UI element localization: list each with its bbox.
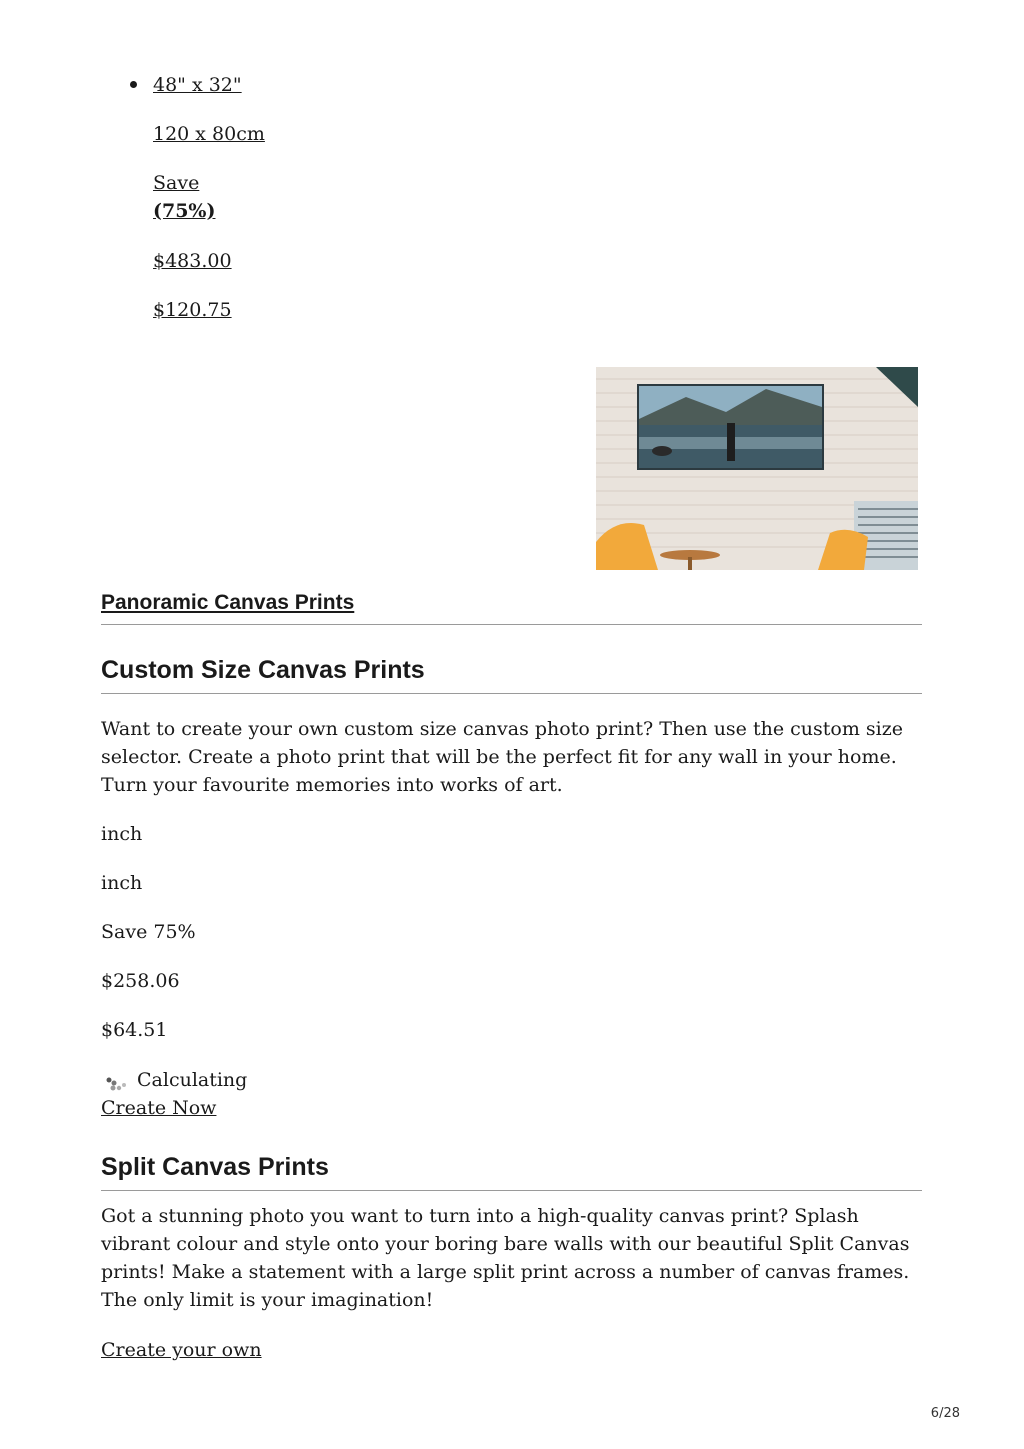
save-percent: (75%) [153, 200, 216, 222]
divider [101, 693, 922, 694]
split-canvas-heading: Split Canvas Prints [101, 1153, 329, 1181]
list-bullet [130, 81, 137, 88]
save-label: Save [153, 172, 200, 194]
original-price-link[interactable]: $483.00 [153, 250, 232, 272]
divider [101, 1190, 922, 1191]
sale-price-link[interactable]: $120.75 [153, 299, 232, 321]
panoramic-canvas-link[interactable]: Panoramic Canvas Prints [101, 591, 355, 614]
loading-spinner-icon [105, 1074, 129, 1092]
canvas-wall-photo-image [596, 367, 918, 570]
canvas-wall-photo[interactable] [596, 367, 918, 570]
custom-original-price: $258.06 [101, 970, 180, 992]
width-unit-label: inch [101, 823, 143, 845]
page-number: 6/28 [930, 1406, 960, 1421]
custom-sale-price: $64.51 [101, 1019, 168, 1041]
split-canvas-description: Got a stunning photo you want to turn into a high-quality canvas print? Splash vibrant colour and style onto your boring bare walls with our beautiful Split Canvas prints! Make a statement with a large split print across a number of canvas frames. The only limit is your imagination! [101, 1205, 910, 1311]
divider [101, 624, 922, 625]
size-inches-link[interactable]: 48" x 32" [153, 74, 242, 96]
custom-size-description: Want to create your own custom size canvas photo print? Then use the custom size selector. Create a photo print that will be the perfect fit for any wall in your home. Turn your favourite memories into works of art. [101, 718, 903, 796]
create-your-own-link[interactable]: Create your own [101, 1339, 262, 1361]
save-link[interactable] [153, 169, 215, 225]
size-cm-link[interactable]: 120 x 80cm [153, 123, 265, 145]
height-unit-label: inch [101, 872, 143, 894]
create-now-link[interactable]: Create Now [101, 1097, 217, 1119]
save-percent-text: Save 75% [101, 921, 196, 943]
calculating-text: Calculating [137, 1069, 248, 1091]
custom-size-heading: Custom Size Canvas Prints [101, 656, 425, 684]
